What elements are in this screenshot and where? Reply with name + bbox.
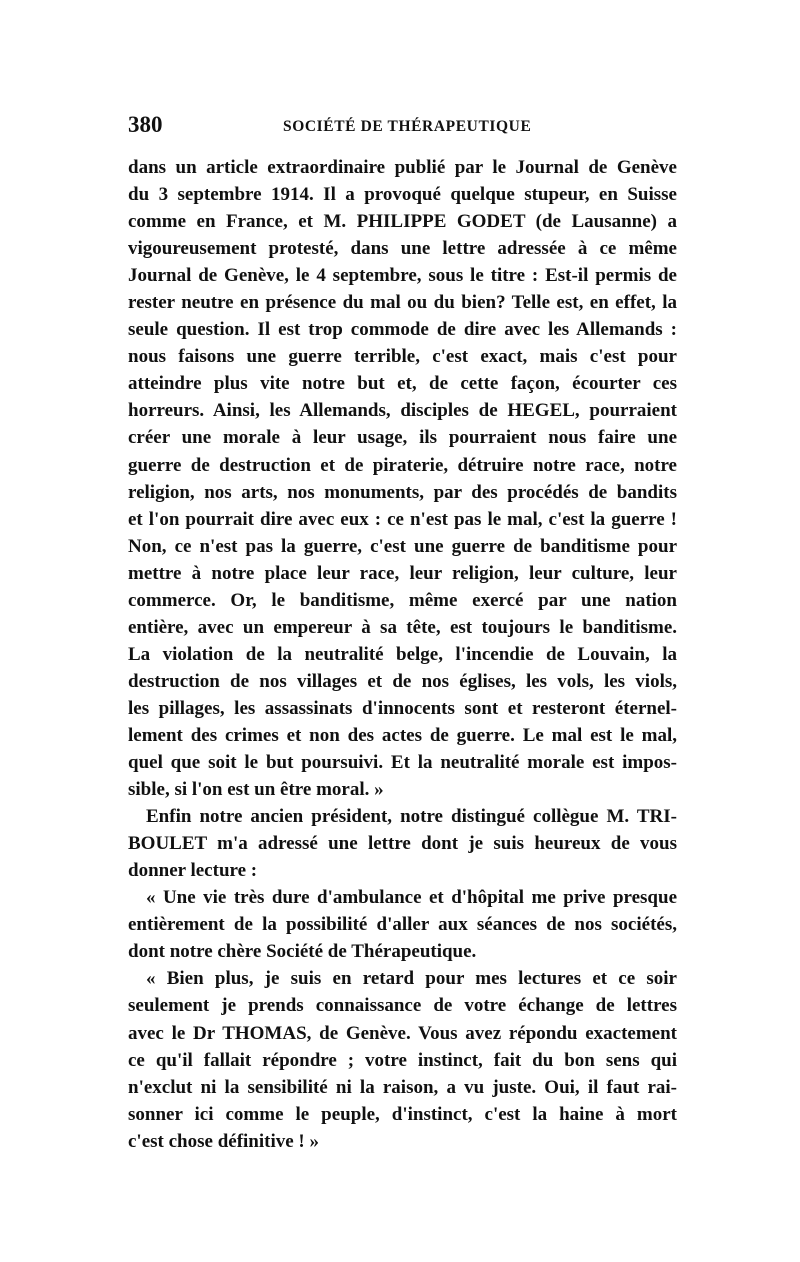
text-line: comme en France, et M. PHILIPPE GODET (de Lausanne) a (128, 211, 677, 233)
text-line: destruction de nos villages et de nos églises, les vols, les viols, (128, 670, 677, 692)
text-line: c'est chose définitive ! » (128, 1130, 320, 1152)
text-line: guerre de destruction et de piraterie, détruire notre race, notre (128, 454, 677, 476)
text-line: lement des crimes et non des actes de guerre. Le mal est le mal, (128, 724, 677, 746)
text-line: Journal de Genève, le 4 septembre, sous le titre : Est-il permis de (128, 265, 677, 287)
running-header (128, 112, 676, 142)
text-line: sible, si l'on est un être moral. » (128, 779, 384, 801)
text-line: Enfin notre ancien président, notre distingué collègue M. TRI- (146, 806, 677, 828)
text-line: atteindre plus vite notre but et, de cette façon, écourter ces (128, 373, 677, 395)
text-line: dont notre chère Société de Thérapeutique. (128, 941, 477, 963)
text-line: horreurs. Ainsi, les Allemands, disciples de HEGEL, pourraient (128, 400, 677, 422)
text-line: nous faisons une guerre terrible, c'est exact, mais c'est pour (128, 346, 677, 368)
text-line: rester neutre en présence du mal ou du bien? Telle est, en effet, la (128, 292, 677, 314)
text-line: créer une morale à leur usage, ils pourraient nous faire une (128, 427, 677, 449)
text-line: donner lecture : (128, 860, 258, 882)
body-text (128, 154, 677, 1155)
text-line: entière, avec un empereur à sa tête, est toujours le banditisme. (128, 616, 677, 638)
text-line: mettre à notre place leur race, leur religion, leur culture, leur (128, 562, 677, 584)
text-line: « Une vie très dure d'ambulance et d'hôpital me prive presque (146, 887, 677, 909)
text-line: les pillages, les assassinats d'innocents sont et resteront éternel- (128, 697, 677, 719)
text-line: dans un article extraordinaire publié par le Journal de Genève (128, 157, 677, 178)
text-line: seule question. Il est trop commode de dire avec les Allemands : (128, 319, 677, 341)
text-line: BOULET m'a adressé une lettre dont je suis heureux de vous (128, 833, 677, 855)
text-line: « Bien plus, je suis en retard pour mes lectures et ce soir (146, 968, 677, 990)
text-line: seulement je prends connaissance de votre échange de lettres (128, 995, 677, 1017)
text-line: Non, ce n'est pas la guerre, c'est une guerre de banditisme pour (128, 535, 677, 557)
text-line: religion, nos arts, nos monuments, par des procédés de bandits (128, 481, 677, 503)
page-number: 380 (128, 112, 163, 137)
text-line: quel que soit le but poursuivi. Et la neutralité morale est impos- (128, 752, 677, 774)
text-line: ce qu'il fallait répondre ; votre instinct, fait du bon sens qui (128, 1049, 677, 1071)
text-line: La violation de la neutralité belge, l'incendie de Louvain, la (128, 643, 677, 665)
running-title: SOCIÉTÉ DE THÉRAPEUTIQUE (283, 118, 532, 135)
text-line: et l'on pourrait dire avec eux : ce n'est pas le mal, c'est la guerre ! (128, 508, 677, 530)
text-line: commerce. Or, le banditisme, même exercé par une nation (128, 589, 677, 611)
text-line: avec le Dr THOMAS, de Genève. Vous avez répondu exactement (128, 1022, 677, 1044)
text-line: sonner ici comme le peuple, d'instinct, c'est la haine à mort (128, 1103, 677, 1125)
text-line: entièrement de la possibilité d'aller aux séances de nos sociétés, (128, 914, 677, 936)
text-line: du 3 septembre 1914. Il a provoqué quelque stupeur, en Suisse (128, 184, 677, 206)
text-line: n'exclut ni la sensibilité ni la raison, a vu juste. Oui, il faut rai- (128, 1076, 677, 1098)
text-line: vigoureusement protesté, dans une lettre adressée à ce même (128, 238, 677, 260)
